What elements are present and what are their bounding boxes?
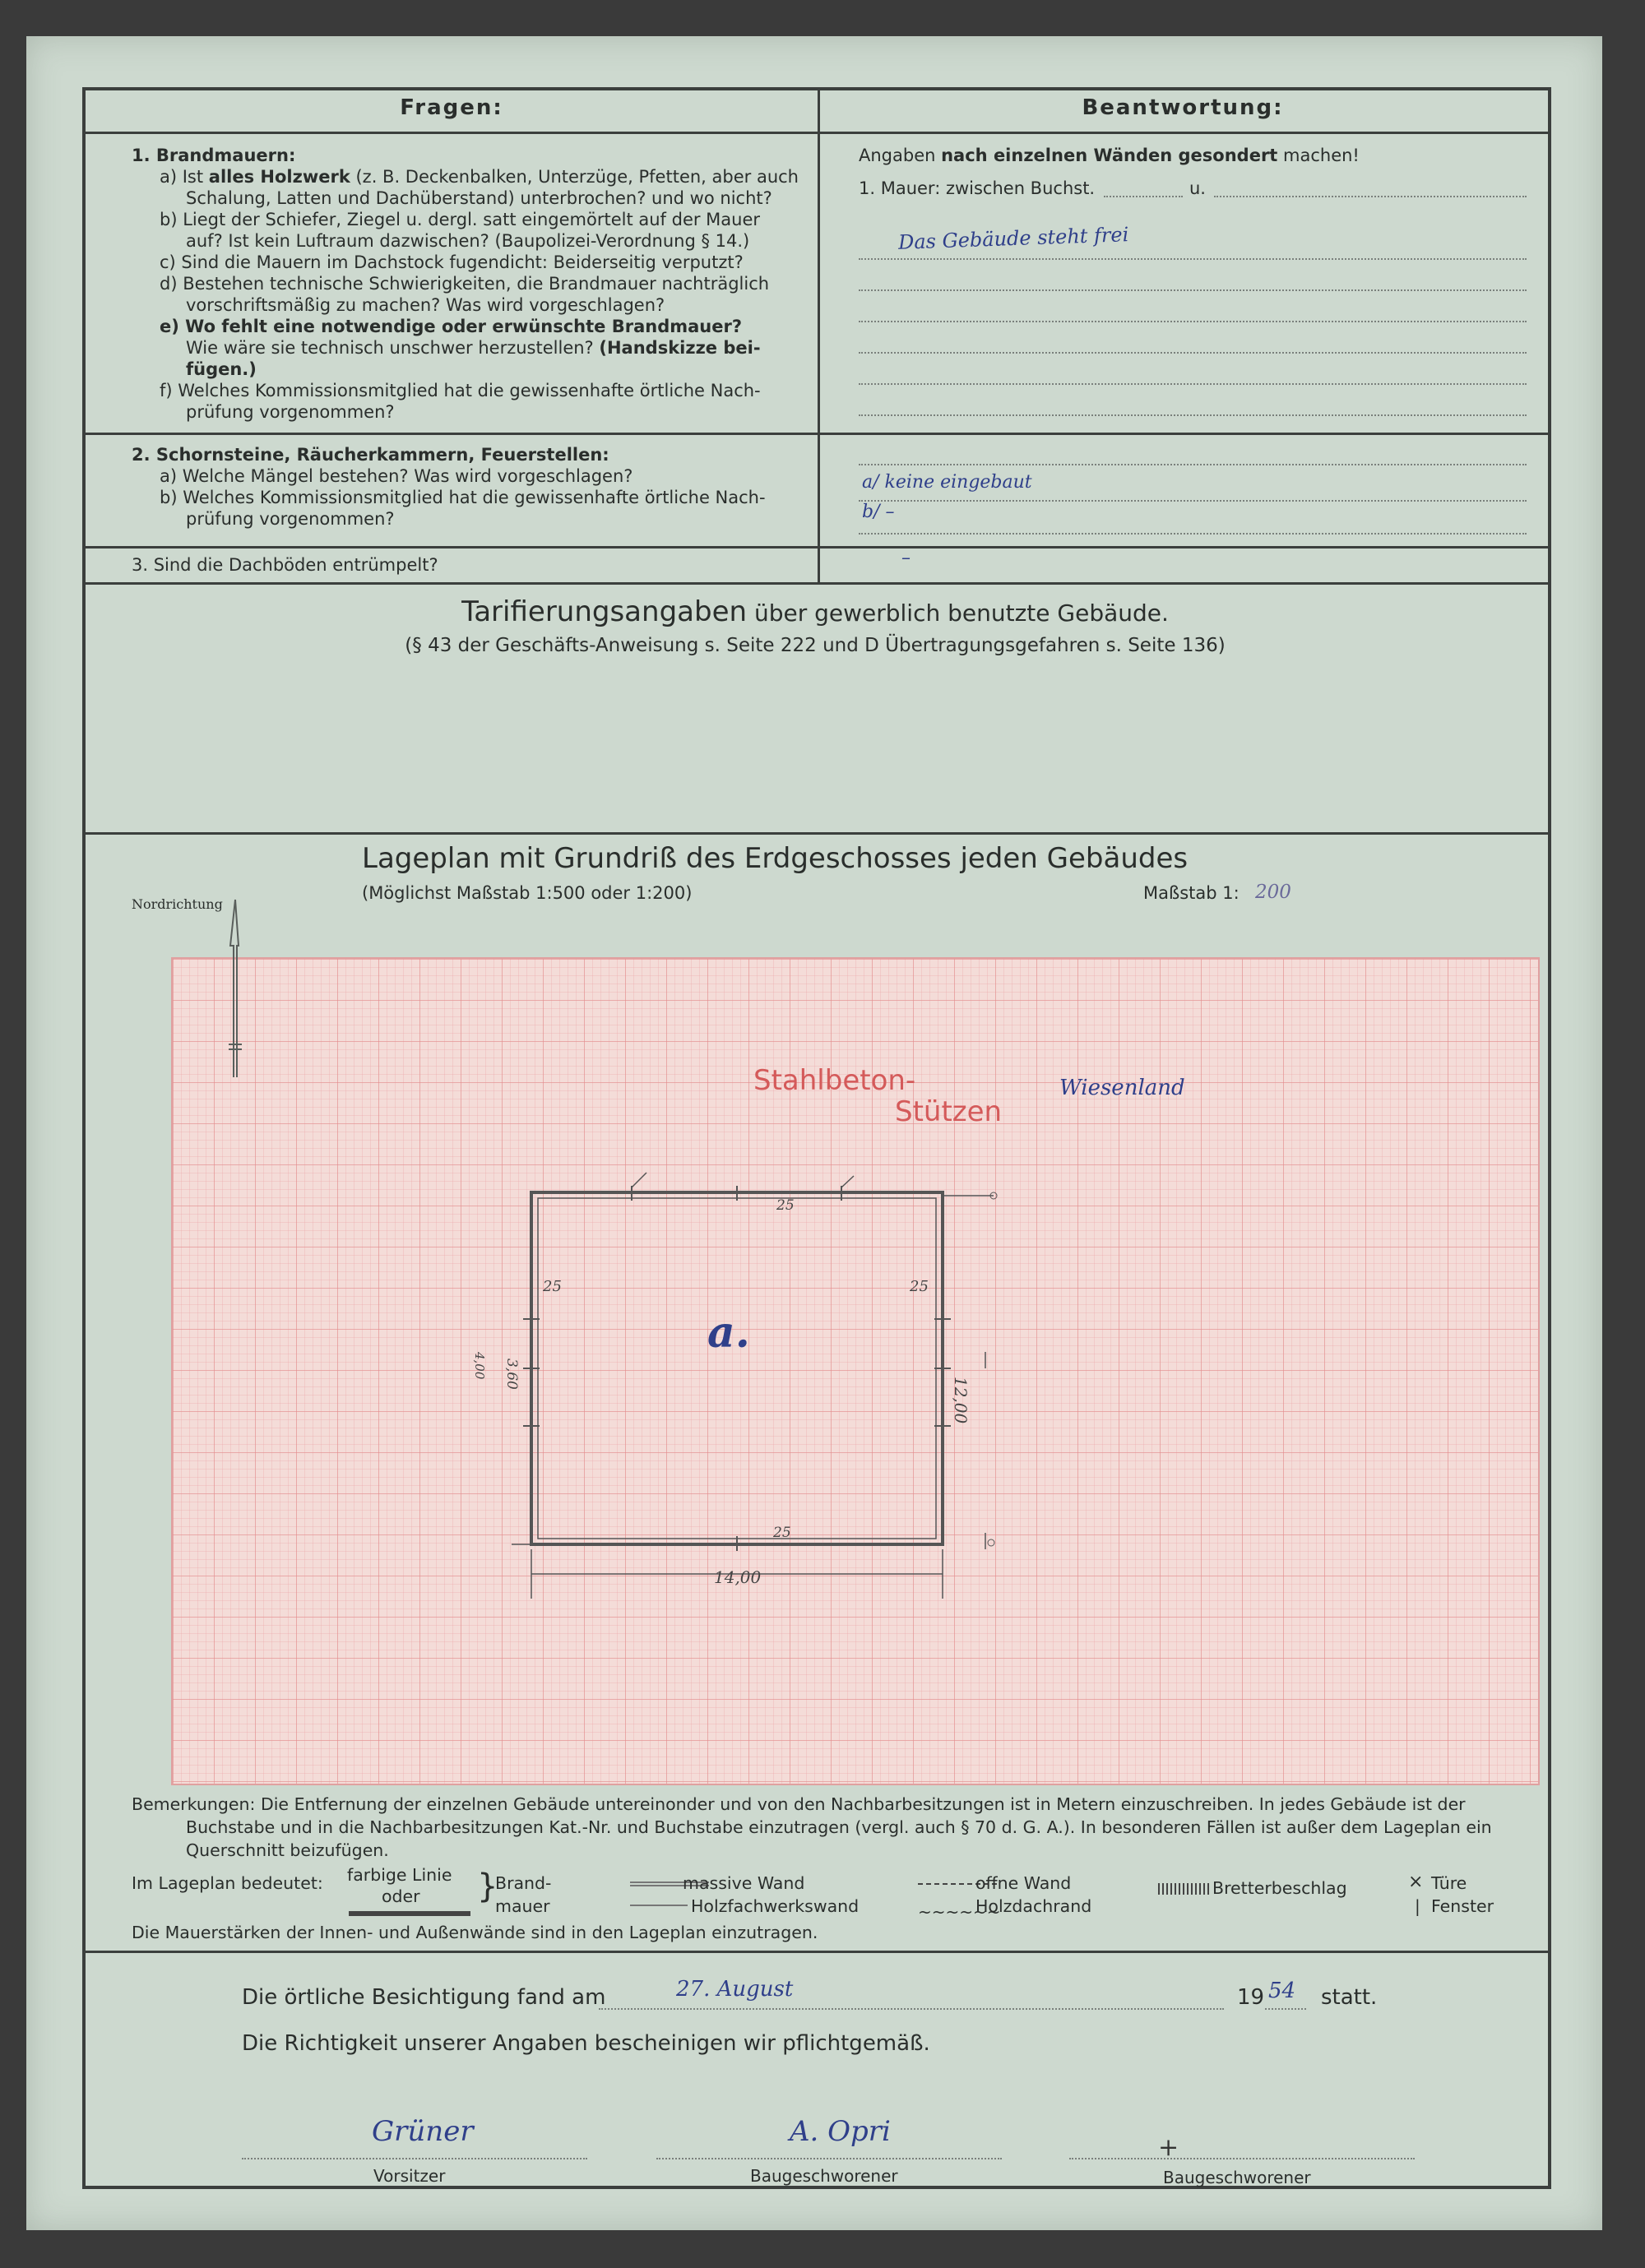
legend-holzdach: Holzdachrand	[975, 1896, 1092, 1916]
questions-header: Fragen:	[400, 95, 503, 120]
tarif-title-rest: über gewerblich benutzte Gebäude.	[747, 599, 1169, 627]
north-label: Nordrichtung	[132, 896, 223, 912]
role-vorsitzer: Vorsitzer	[373, 2166, 446, 2186]
remarks-line-1: Bemerkungen: Die Entfernung der einzelnen Gebäude untereinonder und von den Nachbarbesitzungen ist in Metern einzuschreiben. In jedes Gebäude ist der	[132, 1794, 1466, 1814]
legend-brand-2: mauer	[495, 1896, 550, 1916]
year-line	[1265, 2008, 1306, 2010]
role-baugeschworener-2: Baugeschworener	[1163, 2168, 1311, 2187]
dim-width: 14,00	[714, 1567, 762, 1587]
legend-massive: massive Wand	[683, 1873, 805, 1893]
red-note-line-2: Stützen	[895, 1095, 1003, 1128]
signature-line-1	[242, 2158, 587, 2159]
statt-label: statt.	[1321, 1985, 1378, 2010]
remarks-line-3: Querschnitt beizufügen.	[186, 1840, 389, 1860]
q1-f2: prüfung vorgenommen?	[186, 402, 395, 422]
dim-right: 25	[910, 1278, 929, 1295]
legend-holz-swatch	[630, 1905, 688, 1906]
scale-label: Maßstab 1:	[1143, 883, 1240, 903]
lageplan-title: Lageplan mit Grundriß des Erdgeschosses jeden Gebäudes	[362, 842, 1189, 875]
window-icon: |	[1415, 1896, 1420, 1916]
legend-bretter: Bretterbeschlag	[1212, 1878, 1347, 1898]
answer-line	[859, 321, 1527, 322]
answer-3-handwriting[interactable]: –	[901, 548, 911, 568]
header-divider	[82, 132, 1548, 134]
row-divider-5	[82, 1951, 1548, 1953]
q1-d2: vorschriftsmäßig zu machen? Was wird vorgeschlagen?	[186, 295, 665, 315]
remarks-last-line: Die Mauerstärken der Innen- und Außenwände sind in den Lageplan einzutragen.	[132, 1923, 818, 1942]
year-prefix: 19	[1237, 1985, 1265, 2010]
answer-line	[859, 414, 1527, 416]
legend-brand-1: Brand-	[495, 1873, 552, 1893]
red-note-line-1: Stahlbeton-	[753, 1064, 916, 1097]
q1-title: 1. Brandmauern:	[132, 146, 296, 165]
a1-line1-post: machen!	[1277, 146, 1360, 165]
answer-1-u: u.	[1189, 178, 1206, 198]
q1-a-post: (z. B. Deckenbalken, Unterzüge, Pfetten, aber auch	[350, 167, 799, 187]
dim-top: 25	[776, 1197, 795, 1214]
row-divider-1	[82, 433, 1548, 435]
legend-tuere: Türe	[1431, 1873, 1467, 1893]
row-divider-3	[82, 582, 1548, 585]
dim-left: 25	[543, 1278, 562, 1295]
row-divider-2	[82, 546, 1548, 548]
brace-icon: }	[477, 1868, 498, 1905]
scale-value[interactable]: 200	[1255, 882, 1291, 903]
legend-intro: Im Lageplan bedeutet:	[132, 1873, 323, 1893]
q1-a-pre: a) Ist	[160, 167, 209, 187]
signature-line-3	[1069, 2158, 1415, 2159]
q1-a2: Schalung, Latten und Dachüberstand) unterbrochen? und wo nicht?	[186, 188, 772, 208]
q1-b1: b) Liegt der Schiefer, Ziegel u. dergl. satt eingemörtelt auf der Mauer	[160, 210, 761, 229]
answer-line	[859, 383, 1527, 385]
question-1	[132, 145, 806, 423]
signature-1[interactable]: Grüner	[372, 2115, 474, 2148]
date-line	[599, 2008, 1224, 2010]
remarks-line-2: Buchstabe und in die Nachbarbesitzungen Kat.-Nr. und Buchstabe einzutragen (vergl. auch § 70 d. G. A.). In besonderen Fällen ist außer dem Lageplan ein	[186, 1817, 1492, 1837]
lageplan-subtitle: (Möglichst Maßstab 1:500 oder 1:200)	[362, 883, 693, 903]
q2-title: 2. Schornsteine, Räucherkammern, Feuerstellen:	[132, 445, 609, 465]
q1-e2-pre: Wie wäre sie technisch unschwer herzustellen?	[186, 338, 600, 358]
besichtigung-label: Die örtliche Besichtigung fand am	[242, 1985, 606, 2010]
answer-2a-handwriting[interactable]: a/ keine eingebaut	[862, 472, 1032, 493]
tarif-title-big: Tarifierungsangaben	[461, 595, 748, 628]
tarif-subtitle: (§ 43 der Geschäfts-Anweisung s. Seite 222 und D Übertragungsgefahren s. Seite 136)	[405, 635, 1226, 656]
q1-a-bold: alles Holzwerk	[208, 167, 350, 187]
answer-line	[859, 352, 1527, 354]
form-sheet	[26, 36, 1602, 2230]
legend-holzdach-swatch: ~~~~~~	[918, 1902, 1001, 1922]
signature-line-2	[656, 2158, 1002, 2159]
wall-letter-line-1	[1104, 196, 1183, 197]
answer-line	[859, 289, 1527, 291]
legend-color-line-2: oder	[382, 1886, 420, 1906]
column-divider	[818, 87, 820, 584]
q2-b1: b) Welches Kommissionsmitglied hat die gewissenhafte örtliche Nach-	[160, 488, 766, 507]
answer-2b-handwriting[interactable]: b/ –	[862, 502, 895, 522]
dim-bottom: 25	[773, 1525, 791, 1541]
answer-line	[859, 533, 1527, 535]
richtigkeit-text: Die Richtigkeit unserer Angaben bescheinigen wir pflichtgemäß.	[242, 2031, 930, 2056]
role-baugeschworener-1: Baugeschworener	[750, 2166, 898, 2186]
legend-holz: Holzfachwerkswand	[691, 1896, 860, 1916]
answer-line	[859, 464, 1527, 465]
q1-e2-bold: (Handskizze bei-	[599, 338, 761, 358]
answer-1-instruction	[859, 145, 1533, 166]
question-3: 3. Sind die Dachböden entrümpelt?	[132, 555, 438, 575]
a1-line1-bold: nach einzelnen Wänden gesondert	[941, 146, 1278, 165]
legend-bretter-swatch	[1158, 1883, 1209, 1895]
q2-a: a) Welche Mängel bestehen? Was wird vorgeschlagen?	[160, 466, 633, 486]
a1-line1-pre: Angaben	[859, 146, 942, 165]
answer-line	[859, 258, 1527, 260]
dim-height: 12,00	[951, 1377, 971, 1424]
answer-line	[859, 500, 1527, 502]
building-label: a.	[707, 1308, 750, 1358]
year-handwriting[interactable]: 54	[1268, 1979, 1296, 2003]
q2-b2: prüfung vorgenommen?	[186, 509, 395, 529]
answers-header: Beantwortung:	[1082, 95, 1284, 120]
answer-1-wall: 1. Mauer: zwischen Buchst.	[859, 178, 1096, 198]
legend-color-swatch	[349, 1911, 470, 1916]
door-icon: ×	[1408, 1872, 1424, 1892]
legend-offen: offne Wand	[975, 1873, 1072, 1893]
q1-d1: d) Bestehen technische Schwierigkeiten, die Brandmauer nachträglich	[160, 274, 770, 294]
remarks	[132, 1793, 1546, 1862]
dim-left-a: 4,00	[472, 1352, 487, 1380]
row-divider-4	[82, 832, 1548, 835]
q1-b2: auf? Ist kein Luftraum dazwischen? (Baupolizei-Verordnung § 14.)	[186, 231, 750, 251]
legend-fenster: Fenster	[1431, 1896, 1494, 1916]
question-2	[132, 444, 806, 530]
answer-1-handwriting[interactable]: Das Gebäude steht frei	[897, 223, 1129, 254]
q1-f1: f) Welches Kommissionsmitglied hat die gewissenhafte örtliche Nach-	[160, 381, 761, 400]
wiesenland-label: Wiesenland	[1059, 1076, 1185, 1100]
date-handwriting[interactable]: 27. August	[676, 1977, 794, 2002]
signature-3[interactable]: +	[1158, 2133, 1179, 2162]
q1-c1: c) Sind die Mauern im Dachstock fugendicht: Beiderseitig verputzt?	[160, 252, 744, 272]
q1-e1: e) Wo fehlt eine notwendige oder erwünschte Brandmauer?	[160, 317, 743, 336]
legend-color-line-1: farbige Linie	[347, 1865, 452, 1885]
wall-letter-line-2	[1214, 196, 1527, 197]
signature-2[interactable]: A. Opri	[790, 2115, 891, 2148]
tarif-title	[82, 595, 1548, 628]
dim-left-b: 3,60	[503, 1358, 520, 1390]
q1-e3: fügen.)	[186, 359, 257, 379]
